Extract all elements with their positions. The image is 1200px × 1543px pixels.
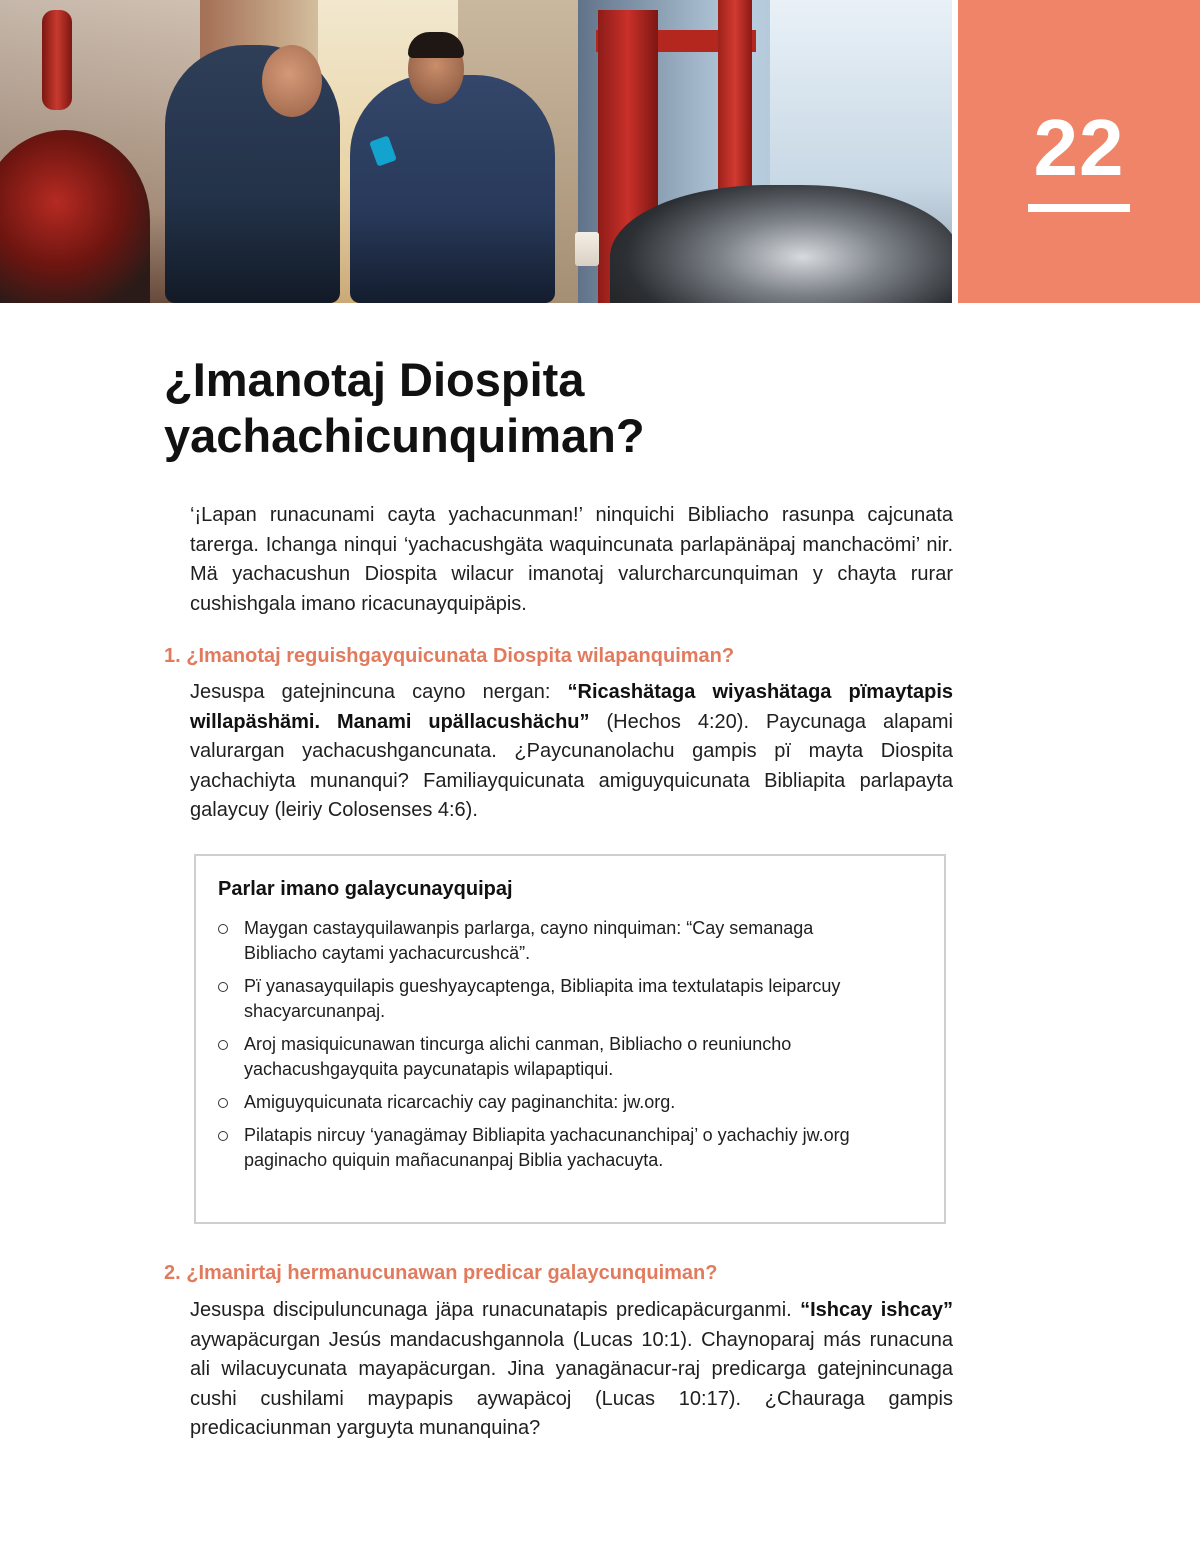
list-item	[218, 1090, 858, 1115]
section-2-heading: 2. ¿Imanirtaj hermanucunawan predicar galaycunquiman?	[164, 1262, 718, 1284]
intro-paragraph: ‘¡Lapan runacunami cayta yachacunman!’ ninquichi Bibliacho rasunpa cajcunata tarerga. Ichanga ninqui ‘yachacushgäta waquincunata parlapänäpaj manchacömi’ nir. Mä yachacushun Diospita wilacur imanotaj valurcharcunquiman y chayta rurar cushishgala imano ricacunayquipäpis.	[190, 504, 953, 615]
tip-text: Maygan castayquilawanpis parlarga, cayno ninquiman: “Cay semanaga Bibliacho caytami yachacurcushcä”.	[244, 918, 814, 963]
tip-text: Pilatapis nircuy ‘yanagämay Bibliapita yachacunanchipaj’ o yachachiy jw.org paginacho quiquin mañacunanpaj Biblia yachacuyta.	[244, 1125, 850, 1170]
list-item	[218, 1123, 858, 1173]
list-item	[218, 916, 858, 966]
tips-list	[218, 916, 858, 1181]
section-2-quote: “Ishcay ishcay”	[800, 1299, 953, 1321]
tips-title: Parlar imano galaycunayquipaj	[218, 878, 513, 900]
section-2-text-before: Jesuspa discipuluncunaga jäpa runacunatapis predicapäcurganmi.	[190, 1299, 801, 1321]
bullet-icon	[218, 924, 228, 934]
section-1-text-before: Jesuspa gatejnincuna cayno nergan:	[190, 681, 568, 703]
bullet-icon	[218, 1040, 228, 1050]
section-2-paragraph	[190, 1296, 953, 1444]
bullet-icon	[218, 1131, 228, 1141]
tips-box	[194, 854, 946, 1224]
list-item	[218, 1032, 858, 1082]
section-2-text-after: aywapäcurgan Jesús mandacushgannola (Lucas 10:1). Chaynoparaj más runacuna ali wilacuycunata mayapäcurgan. Jina yanagänacur-raj predicarga gatejnincunaga cushi cushilami maypapis aywapäcoj (Lucas 10:17). ¿Chauraga gampis predicaciunman yarguyta munanquina?	[190, 1328, 953, 1439]
section-1-quote: “Ricashätaga wiyashätaga pïmaytapis willapäshämi. Manami upällacushächu”	[190, 681, 953, 733]
chapter-badge	[958, 0, 1200, 303]
section-1-paragraph	[190, 678, 953, 826]
section-1-heading: 1. ¿Imanotaj reguishgayquicunata Diospita wilapanquiman?	[164, 645, 735, 667]
bullet-icon	[218, 982, 228, 992]
tip-text: Amiguyquicunata ricarcachiy cay paginanchita: jw.org.	[244, 1092, 676, 1112]
tip-text: Aroj masiquicunawan tincurga alichi canman, Bibliacho o reuniuncho yachacushgayquita paycunatapis wilapaptiqui.	[244, 1034, 792, 1079]
list-item	[218, 974, 858, 1024]
header-photo	[0, 0, 952, 303]
bullet-icon	[218, 1098, 228, 1108]
chapter-number: 22	[1033, 103, 1125, 192]
chapter-rule	[1028, 204, 1130, 212]
page-title: ¿Imanotaj Diospita yachachicunquiman?	[164, 353, 645, 462]
tip-text: Pï yanasayquilapis gueshyaycaptenga, Bibliapita ima textulatapis leiparcuy shacyarcunanpaj.	[244, 976, 841, 1021]
section-1-text-after: (Hechos 4:20). Paycunaga alapami valurargan yachacushgancunata. ¿Paycunanolachu gampis pï mayta Diospita yachachiyta munanqui? Familiayquicunata amiguyquicunata Bibliapita parlapayta galaycuy (leiriy Colosenses 4:6).	[190, 710, 953, 821]
